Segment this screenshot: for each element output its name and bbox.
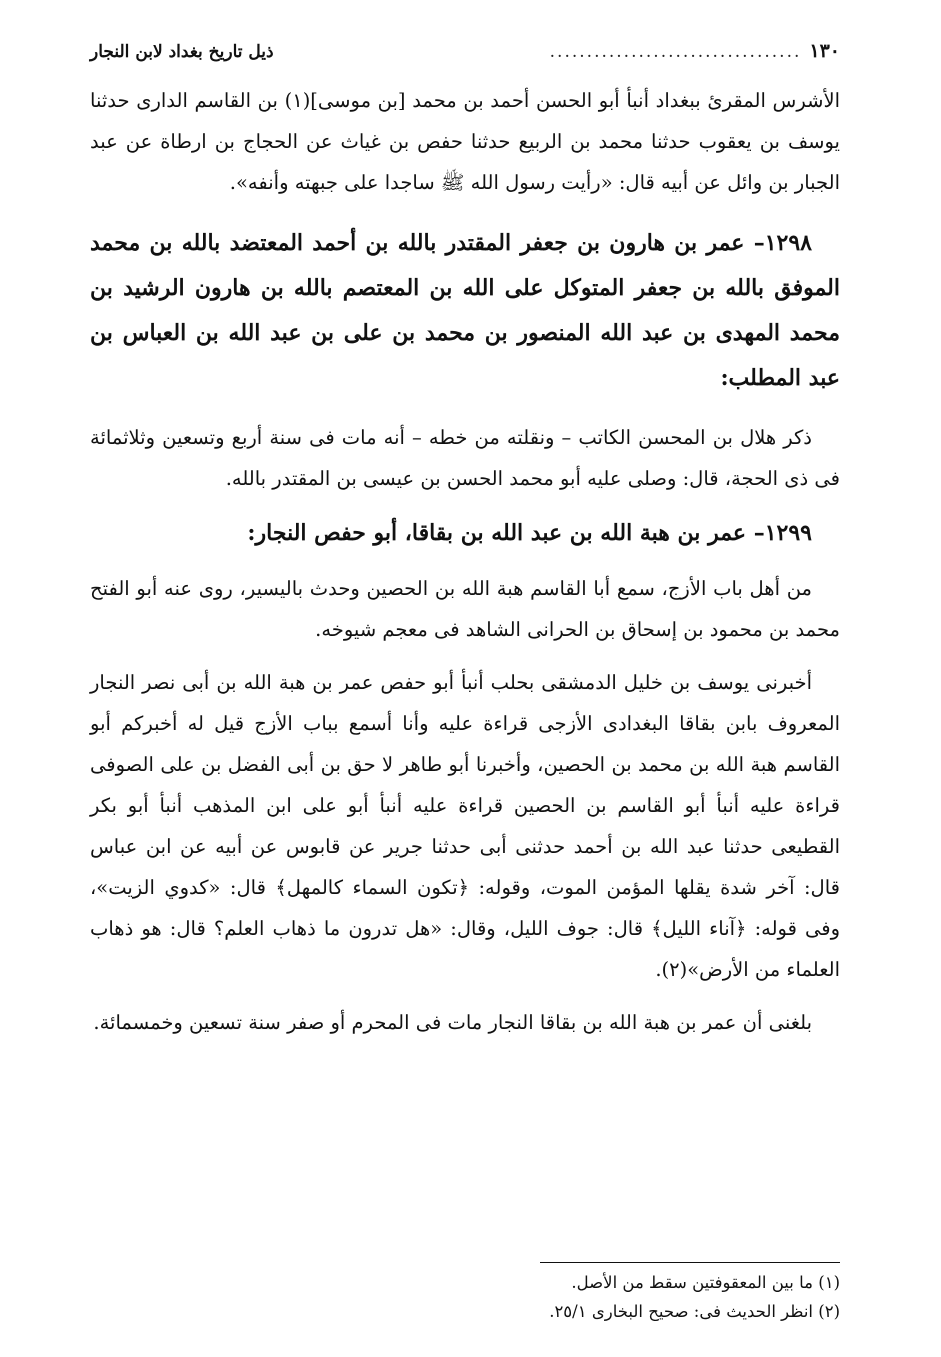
page-number: ١٣٠ xyxy=(809,40,840,62)
entry-1299-hadith-paragraph: أخبرنى يوسف بن خليل الدمشقى بحلب أنبأ أبو حفص عمر بن هبة الله بن أبى نصر النجار المعروف بابن بقاقا البغدادى الأزجى قراءة عليه وأنا أسمع بباب الأزج قيل له أخبركم أبو القاسم هبة الله بن محمد بن الحصين، وأخبرنا أبو طاهر لا حق بن أبى الفضل بن على الصوفى قراءة عليه أنبأ أبو القاسم بن الحصين قراءة عليه أنبأ أبو على ابن المذهب أنبأ أبو بكر القطيعى حدثنا عبد الله بن أحمد حدثنى أبى حدثنا جرير عن قابوس عن أبيه عن ابن عباس قال: آخر شدة يقلها المؤمن الموت، وقوله: ﴿تكون السماء كالمهل﴾ قال: «كدوي الزيت»، وفى قوله: ﴿آناء الليل﴾ قال: جوف الليل، وقال: «هل تدرون ما ذهاب العلم؟ قال: هو ذهاب العلماء من الأرض»(٢). xyxy=(90,671,840,981)
page-header xyxy=(90,40,840,80)
footnote-1: (١) ما بين المعقوفتين سقط من الأصل. xyxy=(571,1273,840,1292)
spacer xyxy=(90,203,840,221)
spacer xyxy=(90,650,840,662)
spacer xyxy=(90,499,840,511)
leader-dots: .................................. xyxy=(549,42,802,62)
entry-1298-heading: ١٢٩٨– عمر بن هارون بن جعفر المقتدر بالله بن أحمد المعتضد بالله بن محمد الموفق بالله بن جعفر المتوكل على الله بن المعتصم بالله بن هارون الرشيد بن محمد المهدى بن عبد الله المنصور بن محمد بن على بن عبد الله بن العباس بن عبد المطلب: xyxy=(90,230,840,391)
entry-1299-paragraph: من أهل باب الأزج، سمع أبا القاسم هبة الله بن الحصين وحدث باليسير، روى عنه أبو الفتح محمد بن محمود بن إسحاق بن الحرانى الشاهد فى معجم شيوخه. xyxy=(90,577,840,641)
entry-1299-death-paragraph: بلغنى أن عمر بن هبة الله بن بقاقا النجار مات فى المحرم أو صفر سنة تسعين وخمسمائة. xyxy=(93,1011,812,1034)
continuation-paragraph: الأشرس المقرئ ببغداد أنبأ أبو الحسن أحمد بن محمد [بن موسى](١) بن القاسم الدارى حدثنا يوسف بن يعقوب حدثنا محمد بن الربيع حدثنا حفص بن غياث عن الحجاج بن ارطاة عن عبد الجبار بن وائل عن أبيه قال: «رأيت رسول الله ﷺ ساجدا على جبهته وأنفه». xyxy=(90,89,840,194)
entry-1298-paragraph: ذكر هلال بن المحسن الكاتب – ونقلته من خطه – أنه مات فى سنة أربع وتسعين وثلاثمائة فى ذى الحجة، قال: وصلى عليه أبو محمد الحسن بن عيسى بن المقتدر بالله. xyxy=(90,426,840,490)
footnote-2: (٢) انظر الحديث فى: صحيح البخارى ٢٥/١. xyxy=(549,1302,840,1321)
entry-1299-heading: ١٢٩٩– عمر بن هبة الله بن عبد الله بن بقاقا، أبو حفص النجار: xyxy=(247,520,812,546)
book-page xyxy=(90,40,840,1043)
spacer xyxy=(90,556,840,568)
spacer xyxy=(90,401,840,417)
footnotes xyxy=(90,1268,840,1326)
spacer xyxy=(90,990,840,1002)
running-title: ذيل تاريخ بغداد لابن النجار xyxy=(90,42,274,62)
footnote-separator xyxy=(540,1262,840,1263)
